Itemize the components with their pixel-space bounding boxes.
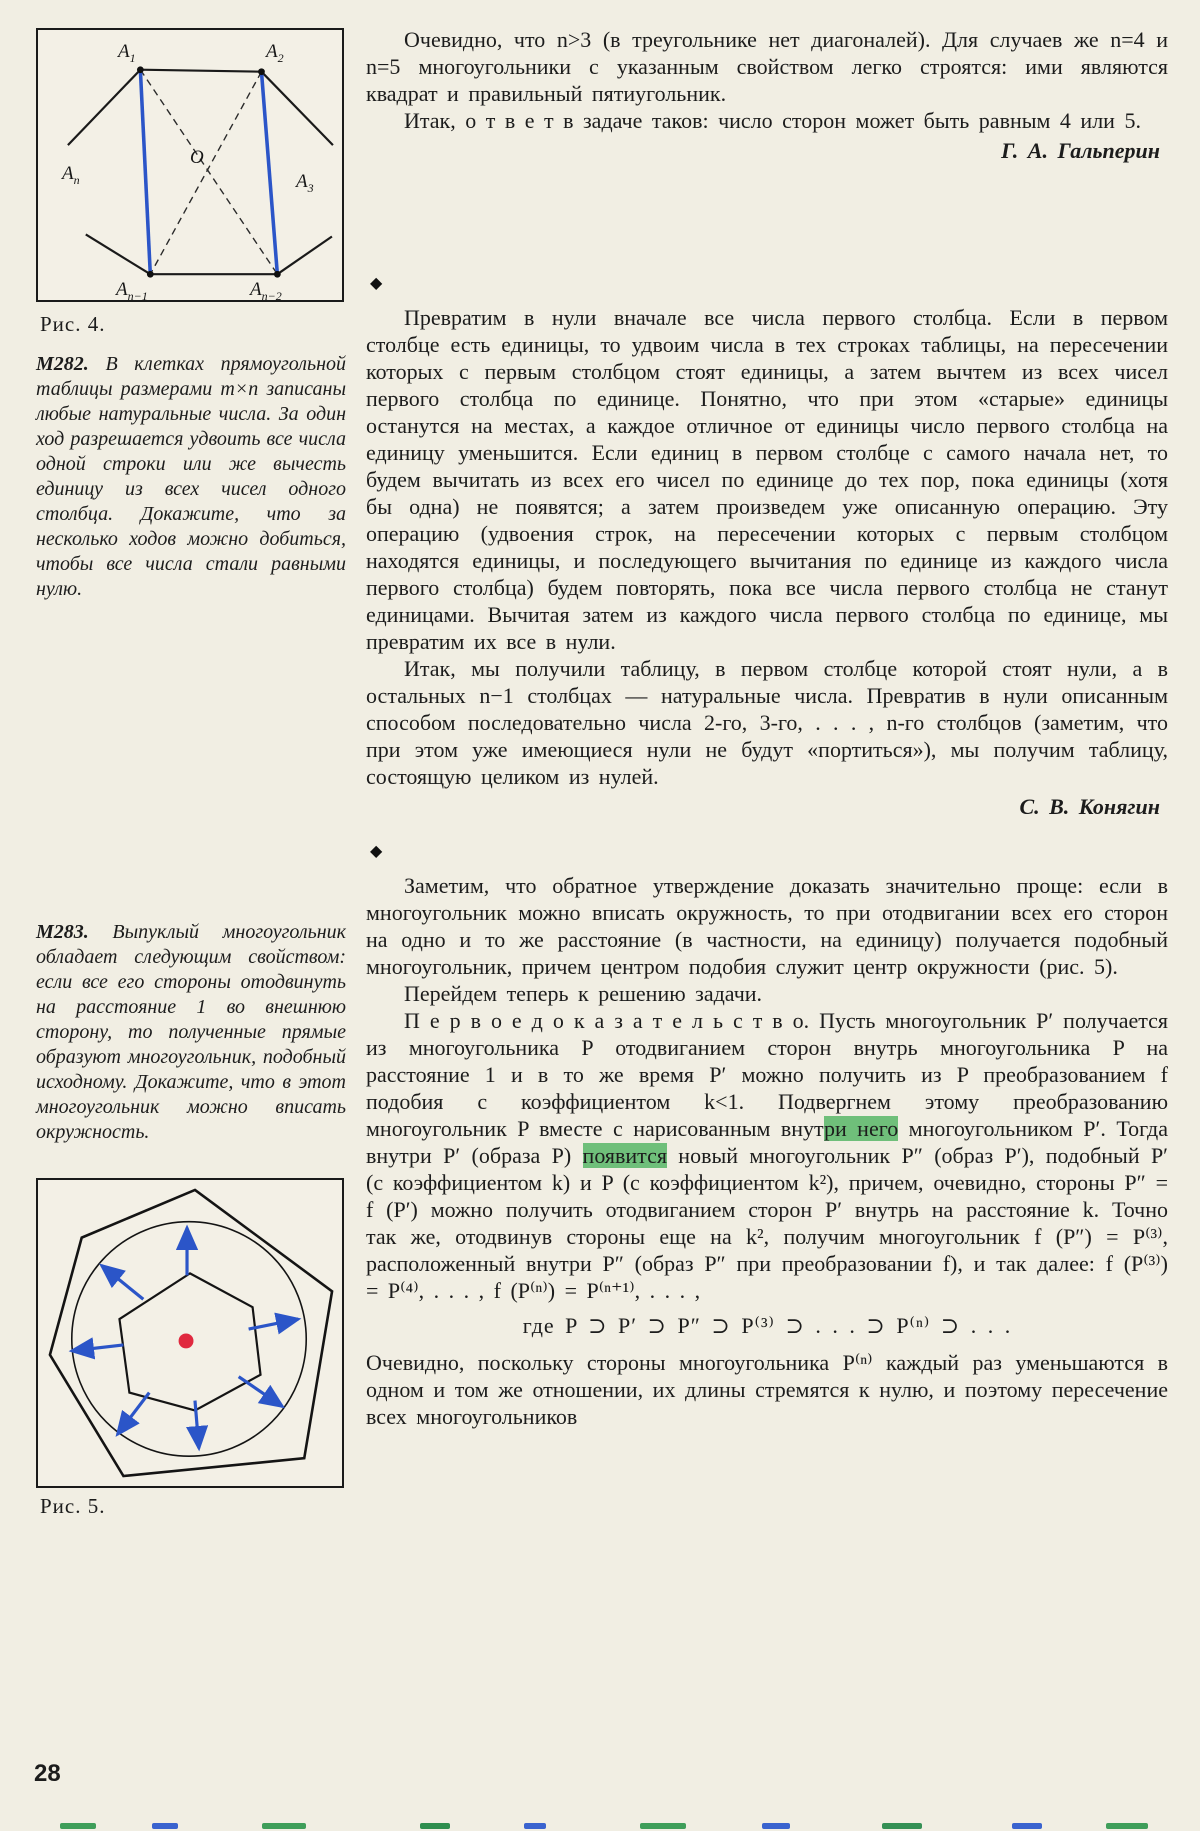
paragraph-text: новый многоугольник P″ (образ P′), подобный P′ (с коэффициентом k) и P (с коэффициентом k²), причем, очевидно, стороны P″ = f (P′) можно получить отодвиганием сторон P′ внутрь на расстояние k. Точно так же, отодвинув стороны еще на k², получим многоугольник f (P″) = P⁽³⁾, расположенный внутри P″ (образ P″ при преобразовании f), и так далее: f (P⁽³⁾) = P⁽⁴⁾, . . . , f (P⁽ⁿ⁾) = P⁽ⁿ⁺¹⁾, . . . , [366,1143,1168,1303]
figure-5-drawing [38,1180,342,1486]
solution-m283-paragraph-3 [366,1007,1168,1304]
highlighted-text: ри него [823,1116,899,1141]
author-signature-konyagin: С. В. Конягин [1019,794,1160,819]
figure-4-caption: Рис. 4. [40,312,106,336]
highlighted-text: появится [582,1143,667,1168]
author-signature-galperin: Г. А. Гальперин [1001,138,1160,163]
figure-5-caption: Рис. 5. [40,1494,106,1518]
center-dot [179,1333,194,1348]
page-number: 28 [34,1760,61,1787]
solution-m283-paragraph-4: Очевидно, поскольку стороны многоугольника P⁽ⁿ⁾ каждый раз уменьшаются в одном и том же отношении, их длины стремятся к нулю, и поэтому пересечение всех многоугольников [366,1350,1168,1429]
scan-artifact-dash [882,1823,922,1829]
problem-m283 [36,920,346,1145]
problem-m283-number: М283. [36,921,89,943]
section-diamond-icon: ◆ [370,275,383,292]
vertex-label-an1: $A_{n-1}$ [116,279,148,303]
scan-artifact-dash [640,1823,686,1829]
dashed-diagonals [140,70,277,274]
solution-m283-paragraph-2: Перейдем теперь к решению задачи. [404,981,763,1006]
vertex-label-a1: $A_1$ [118,41,136,65]
scan-artifact-dash [262,1823,306,1829]
figure-4 [36,28,344,302]
problem-m282-number: М282. [36,353,89,375]
scan-artifact-dash [420,1823,450,1829]
problem-m283-text: Выпуклый многоугольник обладает следующим свойством: если все его стороны отодвинуть на расстояние 1 во внешнюю сторону, то полученные прямые образуют многоугольник, подобный исходному. Докажите, что в этот многоугольник можно вписать окружность. [36,921,347,1143]
solution-m282-paragraph-2: Итак, мы получили таблицу, в первом столбце которой стоят нули, а в остальных n−1 столбцах — натуральные числа. Превратив в нули описанным способом последовательно числа 2-го, 3-го, . . . , n-го столбцов (заметим, что при этом уже имеющиеся нули не будут «портиться»), мы получим таблицу, состоящую целиком из нулей. [366,656,1168,789]
inclusion-chain-formula: где P ⊃ P′ ⊃ P″ ⊃ P⁽³⁾ ⊃ . . . ⊃ P⁽ⁿ⁾ ⊃ . . . [522,1313,1012,1338]
scan-artifact-dash [152,1823,178,1829]
scan-artifact-dash [60,1823,96,1829]
scan-artifact-dash [762,1823,790,1829]
solution-m282-paragraph-1: Превратим в нули вначале все числа первого столбца. Если в первом столбце есть единицы, то удвоим числа в тех строках таблицы, на пересечении которых с первым столбцом стоят единицы, а затем вычтем из всех чисел первого столбца по единице. Понятно, что при этом «старые» единицы останутся на местах, а каждое отличное от единицы число первого столбца на единицу уменьшится. Если единиц в первом столбце с самого начала нет, то будем вычитать из всех его чисел по единице до тех пор, пока единицы (хотя бы одна) не появятся; а затем произведем уже описанную операцию. Эту операцию (удвоения строк, на пересечении которых с первым столбцом находятся единицы, и последующего вычитания по единице из каждого числа первого столбца) будем повторять, пока все числа первого столбца не станут единицами. Вычитая затем из каждого числа первого столбца по единице, мы превратим их все в нули. [366,305,1168,654]
vertex-label-a2: $A_2$ [266,41,284,65]
scan-artifact-dash [524,1823,546,1829]
scan-artifact-dash [1012,1823,1042,1829]
scan-artifact-dash [1106,1823,1148,1829]
paragraph-text: П е р в о е д о к а з а т е л ь с т в о. Пусть многоугольник P′ получается из многоугольника P отодвиганием сторон внутрь многоугольника P на расстояние 1 и в то же время P′ можно получить из P преобразованием f подобия с коэффициентом k<1. Подвергнем этому преобразованию многоугольник P вместе с нарисованным внут [366,1008,1168,1141]
section-diamond-icon: ◆ [370,843,383,860]
figure-5 [36,1178,344,1488]
vertex-label-a3: $A_3$ [296,171,314,195]
center-label-o: O [190,147,204,168]
solution-m281-paragraph-1: Очевидно, что n>3 (в треугольнике нет диагоналей). Для случаев же n=4 и n=5 многоугольники с указанным свойством легко строятся: ими являются квадрат и правильный пятиугольник. [366,27,1168,106]
right-column [366,26,1168,1430]
vertex-label-an2: $A_{n-2}$ [250,279,282,303]
solution-m283-paragraph-1: Заметим, что обратное утверждение доказать значительно проще: если в многоугольник можно вписать окружность, то при отодвигании всех его сторон на одно и то же расстояние (в частности, на единицу) получается подобный многоугольник, причем центром подобия служит центр окружности (рис. 5). [366,873,1168,979]
solution-m281-paragraph-2: Итак, о т в е т в задаче таков: число сторон может быть равным 4 или 5. [404,108,1141,133]
problem-m282-text: В клетках прямоугольной таблицы размерами m×n записаны любые натуральные числа. За один ход разрешается удвоить все числа одной строки или же вычесть единицу из всех чисел одного столбца. Докажите, что за несколько ходов можно добиться, чтобы все числа стали равными нулю. [36,353,347,600]
scan-artifact-bar [0,1822,1200,1831]
outer-polygon [50,1190,332,1476]
paragraph-text: многоугольником P′. Тогда внутри P′ (образа P) [366,1116,1168,1168]
vertex-label-an: $A_n$ [62,163,80,187]
problem-m282 [36,352,346,602]
